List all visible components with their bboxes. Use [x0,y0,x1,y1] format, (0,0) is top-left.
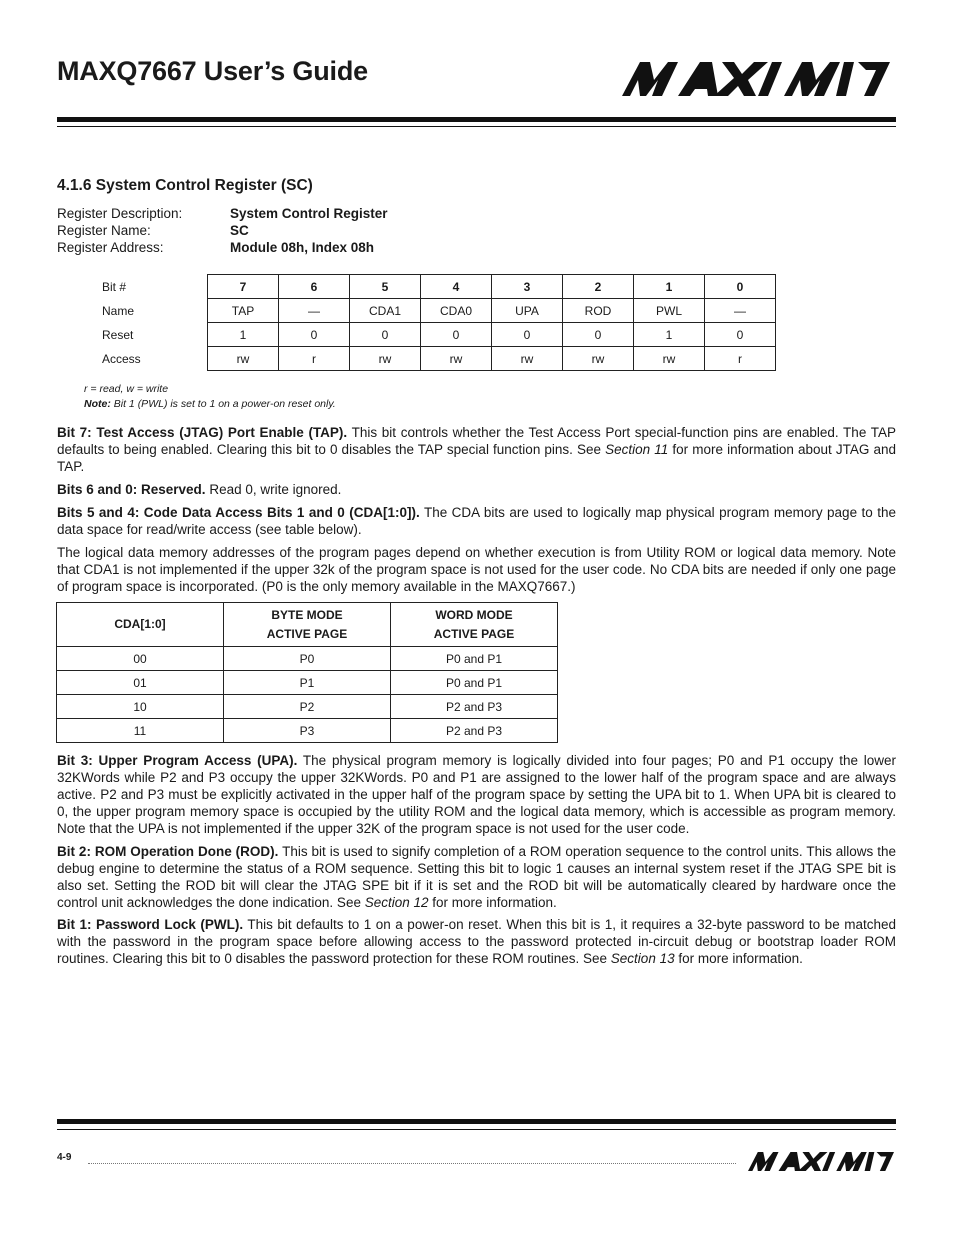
cda-header-row [57,603,558,647]
table-row [57,695,558,719]
bit-cell: rw [634,347,705,371]
para-text: This bit controls whether the Test Access Port special-function pins are enabled. The TAP defaults to being enabled. Clearing this bit to 0 disables the TAP special function pins. See [57,425,896,457]
table-row [57,671,558,695]
para-text: The physical program memory is logically divided into four pages; P0 and P1 occupy the lower 32KWords while P2 and P3 occupy the upper 32KWords. P0 and P1 are assigned to the lower half of the program space and are always active. P2 and P3 must be explicitly activated in the upper half of the program space by setting the UPA bit to 1. When UPA bit is cleared to 0, the upper program memory space is occupied by the utility ROM and the logical data memory, which is accessible as program memory. Note that the UPA is not implemented if the upper 32K of the program space is not used for the user code. [57,753,896,836]
bit-cell: 0 [705,323,776,347]
cda-cell: P2 [224,695,391,719]
meta-value: Module 08h, Index 08h [230,240,375,255]
note-label: Note: [84,398,111,410]
row-label: Reset [102,327,134,342]
cda-cell: 11 [57,719,224,743]
para-heading: Bits 5 and 4: Code Data Access Bits 1 and 0 (CDA[1:0]). [57,505,420,520]
bit-cell: 3 [492,275,563,299]
bit-cell: 5 [350,275,421,299]
para-heading: Bit 2: ROM Operation Done (ROD). [57,844,279,859]
note-line [84,397,336,412]
section-ref: Section 11 [605,442,669,457]
bit-cell: r [279,347,350,371]
bit-cell: rw [350,347,421,371]
access-legend: r = read, w = write [84,383,169,395]
bit-cell: TAP [208,299,279,323]
table-row [57,719,558,743]
bit-cell: 1 [634,275,705,299]
cda-cell: P0 [224,647,391,671]
header-rule-thin [57,126,896,127]
cda-header-line: WORD MODE [435,607,513,622]
section-ref: Section 13 [610,951,675,966]
cda-cell: 10 [57,695,224,719]
bit-cell: rw [208,347,279,371]
maxim-logo-footer-icon [748,1152,894,1171]
section-ref: Section 12 [364,895,429,910]
bit-cell: 0 [279,323,350,347]
bit-cell: r [705,347,776,371]
para-heading: Bit 1: Password Lock (PWL). [57,917,244,932]
cda-cell: P0 and P1 [391,647,558,671]
bit-cell: 7 [208,275,279,299]
para-text: for more information. [674,951,803,966]
bit-cell: rw [563,347,634,371]
cda-header-line: BYTE MODE [271,607,343,622]
bit2-paragraph [57,843,896,911]
meta-value: System Control Register [230,206,388,221]
bit1-paragraph [57,916,896,967]
bit3-paragraph [57,752,896,837]
footer-rule-thick [57,1119,896,1124]
bit7-paragraph [57,424,896,475]
row-label: Access [102,351,141,366]
meta-key: Register Address: [57,240,164,255]
bit-cell: UPA [492,299,563,323]
table-notes [84,382,336,412]
cda-cell: P0 and P1 [391,671,558,695]
meta-value: SC [230,223,249,238]
bit-cell: ROD [563,299,634,323]
cda-header-cell [224,603,391,647]
maxim-logo-icon [622,62,890,96]
para-heading: Bit 3: Upper Program Access (UPA). [57,753,298,768]
meta-key: Register Name: [57,223,151,238]
logical-paragraph: The logical data memory addresses of the program pages depend on whether execution is from Utility ROM or logical data memory. Note that CDA1 is not implemented if the upper 32k of the program space is not used for the user code. No CDA bits are needed if only one page of program space is incorporated. (P0 is the only memory available in the MAXQ7667.) [57,545,896,594]
table-row [57,647,558,671]
cda-cell: 00 [57,647,224,671]
para-heading: Bit 7: Test Access (JTAG) Port Enable (TAP). [57,425,348,440]
bit-cell: 1 [208,323,279,347]
bit-table [95,274,776,371]
bits60-paragraph [57,481,896,498]
cda-header-line: ACTIVE PAGE [266,626,348,641]
bit-cell: 0 [492,323,563,347]
row-label: Name [102,303,135,318]
cda-header-line: ACTIVE PAGE [433,626,515,641]
para-heading: Bits 6 and 0: Reserved. [57,482,206,497]
bit-cell: 6 [279,275,350,299]
cda-cell: P1 [224,671,391,695]
footer-rule-thin [57,1129,896,1130]
bit-cell: 0 [563,323,634,347]
bit-cell: 4 [421,275,492,299]
bit-name-row [95,299,776,323]
header-rule-thick [57,117,896,122]
bits54-paragraph [57,504,896,538]
cda-header-cell: CDA[1:0] [57,603,224,647]
bit-cell: — [279,299,350,323]
row-label: Bit # [102,279,127,294]
register-meta [57,205,388,256]
page-number: 4-9 [57,1152,72,1163]
para-text: for more information about JTAG and TAP. [57,442,896,474]
bit-cell: 0 [350,323,421,347]
cda-header-cell [391,603,558,647]
bit-cell: 0 [705,275,776,299]
cda-cell: P3 [224,719,391,743]
bit-cell: rw [492,347,563,371]
bit-cell: 0 [421,323,492,347]
para-text: This bit defaults to 1 on a power-on reset. When this bit is 1, it requires a 32-byte password to be matched with the password in the program space before allowing access to the password protected in-circuit debug or bootstrap loader ROM routines. Clearing this bit to 0 disables the password protection for these ROM routines. See [57,917,896,966]
para-text: This bit is used to signify completion of a ROM operation sequence to the control units. This allows the debug engine to determine the status of a ROM sequence. Setting this bit to logic 1 causes an internal system reset if the JTAG SPE bit is also set. Setting the ROD bit will clear the JTAG SPE bit if it is set and the ROD bit will be automatically cleared by hardware once the control unit acknowledges the done indication. See [57,844,896,910]
meta-key: Register Description: [57,206,183,221]
para-text: Read 0, write ignored. [205,482,342,497]
bit-cell: CDA1 [350,299,421,323]
para-text: for more information. [428,895,557,910]
cda-table [56,602,558,743]
bit-cell: 2 [563,275,634,299]
section-title: 4.1.6 System Control Register (SC) [57,177,313,194]
bit-number-row [95,275,776,299]
note-text: Bit 1 (PWL) is set to 1 on a power-on reset only. [110,398,336,410]
cda-cell: P2 and P3 [391,695,558,719]
page-title: MAXQ7667 User’s Guide [57,56,368,86]
bit-access-row [95,347,776,371]
cda-cell: P2 and P3 [391,719,558,743]
bit-cell: rw [421,347,492,371]
para-text: The CDA bits are used to logically map physical program memory page to the data space for read/write access (see table below). [57,505,896,537]
bit-cell: PWL [634,299,705,323]
bit-cell: — [705,299,776,323]
bit-reset-row [95,323,776,347]
bit-cell: 1 [634,323,705,347]
bit-cell: CDA0 [421,299,492,323]
footer-dotted-line [88,1163,736,1164]
cda-cell: 01 [57,671,224,695]
